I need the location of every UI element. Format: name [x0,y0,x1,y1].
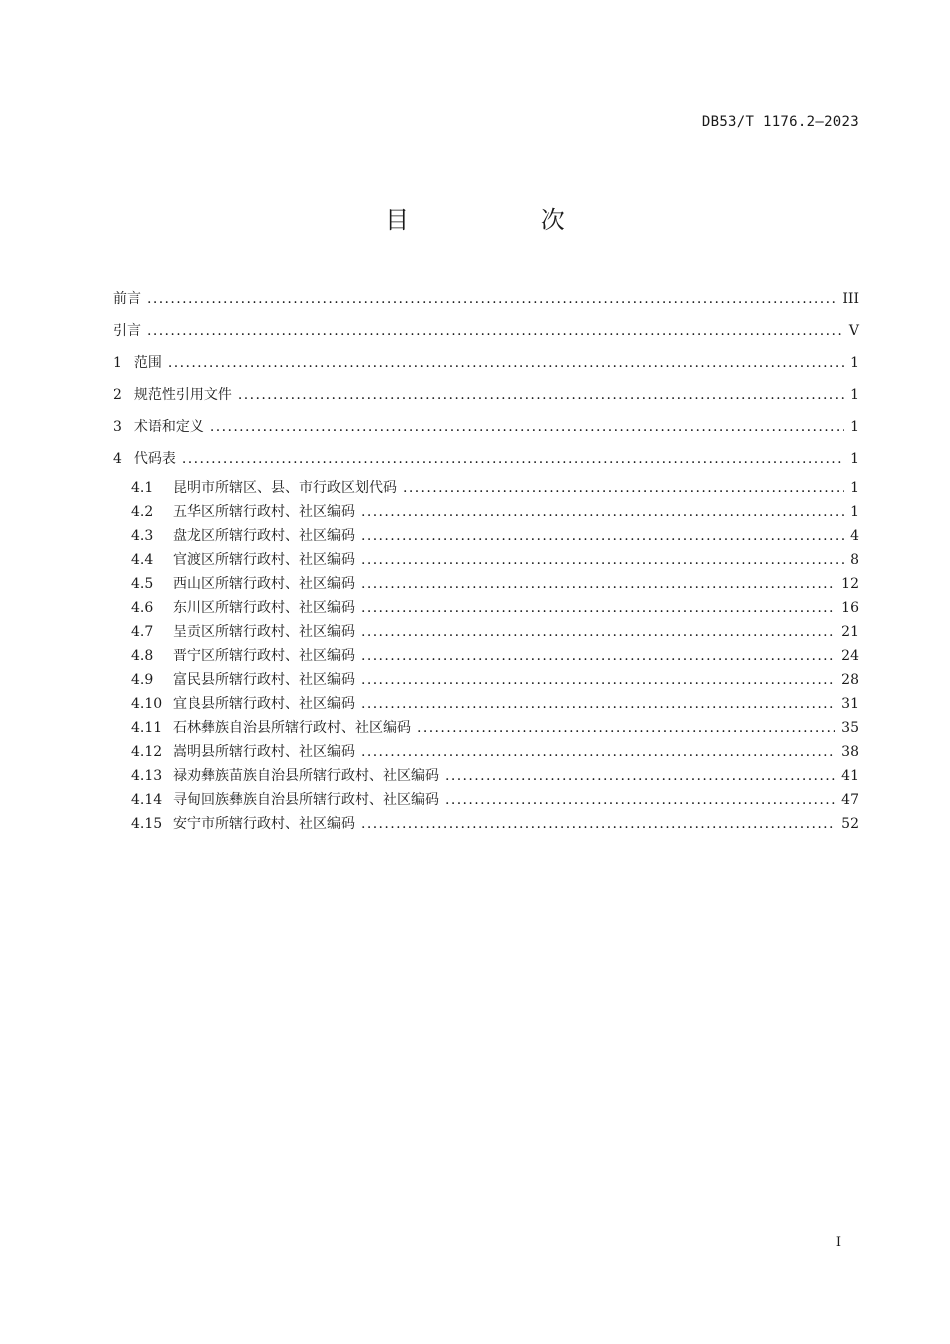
toc-entry[interactable] [113,694,859,718]
dot-leader [147,286,836,312]
dot-leader [361,598,835,618]
dot-leader [417,718,835,738]
toc-entry[interactable] [113,550,859,574]
toc-entry-label: 代码表 [133,451,176,467]
toc-entry-label: 盘龙区所辖行政村、社区编码 [173,528,355,544]
dot-leader [361,670,835,690]
toc-entry-number: 1 [113,355,122,371]
toc-entry[interactable] [113,502,859,526]
toc-entry-page: 12 [841,576,859,592]
toc-entry-label: 范围 [133,355,162,371]
toc-entry[interactable] [113,670,859,694]
toc-entry-page: 16 [841,600,859,616]
toc-entry-number: 4.4 [131,552,154,568]
toc-entry-page: 52 [841,816,859,832]
toc-entry-number: 4.14 [131,792,163,808]
toc-entry[interactable] [113,574,859,598]
dot-leader [361,622,835,642]
dot-leader [361,574,835,594]
toc-entry[interactable] [113,790,859,814]
toc-entry-label: 嵩明县所辖行政村、社区编码 [173,744,355,760]
toc-entry-page: 4 [850,528,859,544]
dot-leader [361,526,844,546]
toc-entry-label: 术语和定义 [133,419,204,435]
toc-entry-label: 西山区所辖行政村、社区编码 [173,576,355,592]
toc-entry[interactable] [113,598,859,622]
toc-entry-page: 38 [841,744,859,760]
toc-entry-page: 24 [841,648,859,664]
toc-entry-number: 4.13 [131,768,163,784]
toc-entry-label: 富民县所辖行政村、社区编码 [173,672,355,688]
toc-entry[interactable] [113,526,859,550]
toc-entry-page: 8 [850,552,859,568]
toc-entry-label: 晋宁区所辖行政村、社区编码 [173,648,355,664]
toc-entry[interactable] [113,382,859,414]
dot-leader [168,350,844,376]
toc-entry-number: 4.10 [131,696,163,712]
toc-entry-number: 3 [113,419,122,435]
toc-entry-number: 4.3 [131,528,154,544]
toc-entry-number: 4.2 [131,504,154,520]
toc-entry-label: 五华区所辖行政村、社区编码 [173,504,355,520]
toc-entry[interactable] [113,646,859,670]
dot-leader [445,790,835,810]
dot-leader [361,550,844,570]
table-of-contents [113,286,859,838]
standard-code: DB53/T 1176.2—2023 [701,114,859,130]
toc-entry-page: 28 [841,672,859,688]
toc-entry[interactable] [113,742,859,766]
toc-entry-page: 21 [841,624,859,640]
toc-entry[interactable] [113,766,859,790]
toc-entry-label: 禄劝彝族苗族自治县所辖行政村、社区编码 [173,768,439,784]
toc-entry[interactable] [113,286,859,318]
toc-entry-number: 4.12 [131,744,163,760]
toc-entry-page: 41 [841,768,859,784]
toc-entry-page: 35 [841,720,859,736]
toc-entry-page: 47 [841,792,859,808]
toc-entry-label: 寻甸回族彝族自治县所辖行政村、社区编码 [173,792,439,808]
toc-entry[interactable] [113,622,859,646]
toc-entry[interactable] [113,446,859,478]
toc-entry-number: 4.8 [131,648,154,664]
toc-entry-page: 1 [850,419,859,435]
toc-entry-page: V [848,323,859,339]
dot-leader [147,318,843,344]
dot-leader [238,382,844,408]
dot-leader [361,742,835,762]
toc-entry[interactable] [113,814,859,838]
toc-entry-label: 官渡区所辖行政村、社区编码 [173,552,355,568]
dot-leader [445,766,835,786]
toc-entry-page: 31 [841,696,859,712]
dot-leader [403,478,844,498]
toc-entry-page: 1 [850,480,859,496]
dot-leader [361,646,835,666]
toc-entry-number: 4.7 [131,624,154,640]
toc-entry-number: 4.1 [131,480,154,496]
toc-entry-label: 前言 [113,291,141,307]
toc-entry[interactable] [113,350,859,382]
toc-entry-label: 呈贡区所辖行政村、社区编码 [173,624,355,640]
dot-leader [210,414,844,440]
dot-leader [361,694,835,714]
toc-entry-label: 石林彝族自治县所辖行政村、社区编码 [173,720,411,736]
toc-entry-label: 昆明市所辖区、县、市行政区划代码 [173,480,397,496]
toc-entry-page: 1 [850,451,859,467]
toc-entry-label: 东川区所辖行政村、社区编码 [173,600,355,616]
toc-entry-page: 1 [850,387,859,403]
toc-entry-number: 4.9 [131,672,154,688]
toc-entry[interactable] [113,414,859,446]
dot-leader [361,502,844,522]
dot-leader [361,814,835,834]
toc-entry-number: 4 [113,451,122,467]
toc-entry[interactable] [113,718,859,742]
toc-entry-number: 2 [113,387,122,403]
toc-entry-number: 4.15 [131,816,163,832]
dot-leader [182,446,844,472]
toc-entry-page: III [842,291,859,307]
toc-entry-label: 宜良县所辖行政村、社区编码 [173,696,355,712]
page-number: I [835,1235,841,1250]
toc-entry-label: 安宁市所辖行政村、社区编码 [173,816,355,832]
toc-entry-number: 4.5 [131,576,154,592]
toc-entry[interactable] [113,478,859,502]
toc-entry-label: 规范性引用文件 [133,387,232,403]
toc-entry-number: 4.11 [131,720,163,736]
page-title: 目 次 [385,206,627,234]
toc-entry-label: 引言 [113,323,141,339]
toc-entry[interactable] [113,318,859,350]
toc-entry-number: 4.6 [131,600,154,616]
toc-entry-page: 1 [850,504,859,520]
toc-entry-page: 1 [850,355,859,371]
